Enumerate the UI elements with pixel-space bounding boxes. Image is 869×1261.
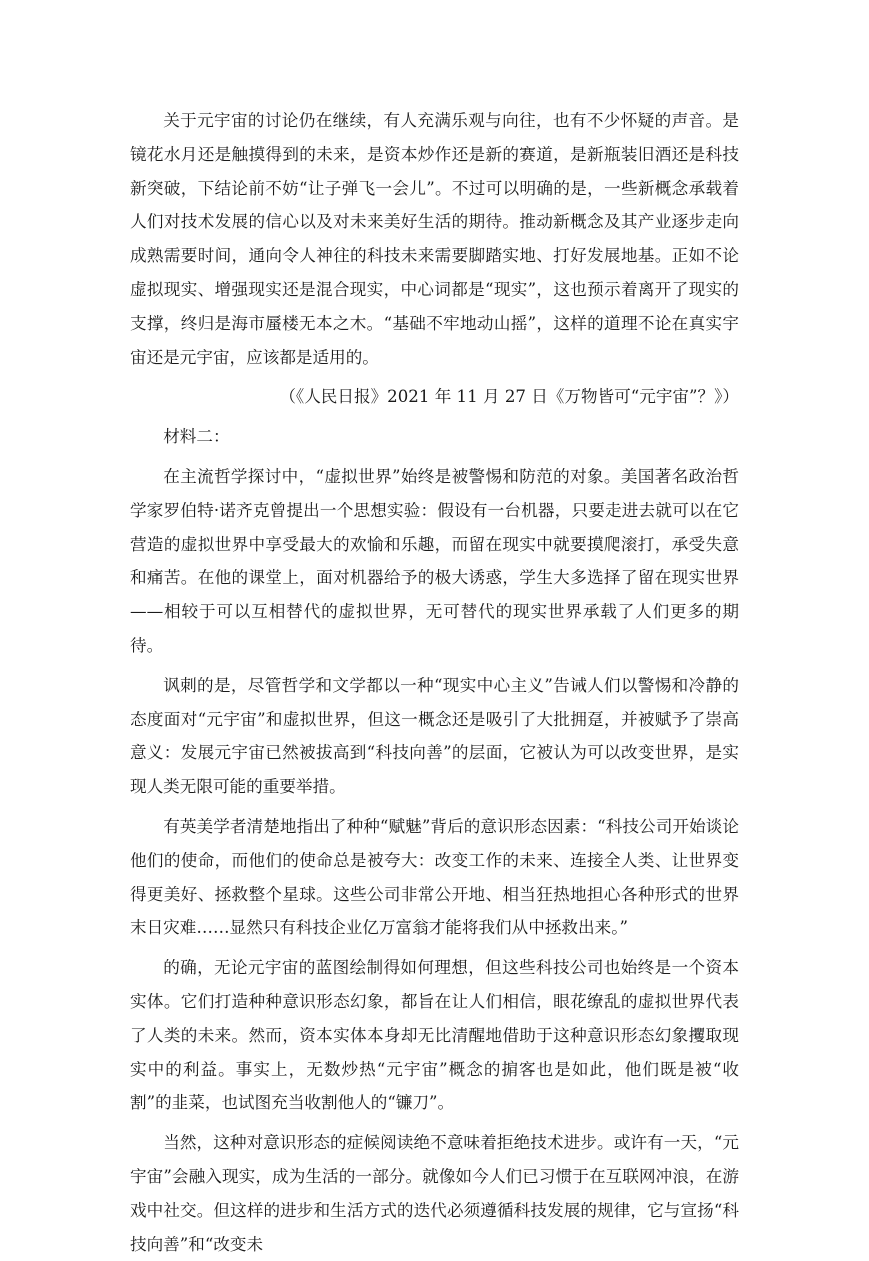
paragraph-technology-progress: 当然，这种对意识形态的症候阅读绝不意味着拒绝技术进步。或许有一天，“元宇宙”会融入现实，成为生活的一部分。就像如今人们已习惯于在互联网冲浪，在游戏中社交。但这样的进步和生活方式的迭代必须遵循科技发展的规律，它与宣扬“科技向善”和“改变未 [130,1133,739,1254]
paragraph-metaverse-discussion: 关于元宇宙的讨论仍在继续，有人充满乐观与向往，也有不少怀疑的声音。是镜花水月还是触摸得到的未来，是资本炒作还是新的赛道，是新瓶装旧酒还是科技新突破，下结论前不妨“让子弹飞一会儿”。不过可以明确的是，一些新概念承载着人们对技术发展的信心以及对未来美好生活的期待。推动新概念及其产业逐步走向成熟需要时间，通向令人神往的科技未来需要脚踏实地、打好发展地基。正如不论虚拟现实、增强现实还是混合现实，中心词都是“现实”，这也预示着离开了现实的支撑，终归是海市蜃楼无本之木。“基础不牢地动山摇”，这样的道理不论在真实宇宙还是元宇宙，应该都是适用的。 [130,111,739,367]
paragraph-virtual-world-philosophy: 在主流哲学探讨中，“虚拟世界”始终是被警惕和防范的对象。美国著名政治哲学家罗伯特·诺齐克曾提出一个思想实验：假设有一台机器，只要走进去就可以在它营造的虚拟世界中享受最大的欢愉和乐趣，而留在现实中就要摸爬滚打，承受失意和痛苦。在他的课堂上，面对机器给予的极大诱惑，学生大多选择了留在现实世界——相较于可以互相替代的虚拟世界，无可替代的现实世界承载了人们更多的期待。 [130,466,739,655]
paragraph-ideology-factors: 有英美学者清楚地指出了种种“赋魅”背后的意识形态因素：“科技公司开始谈论他们的使命，而他们的使命总是被夸大：改变工作的未来、连接全人类、让世界变得更美好、拯救整个星球。这些公司非常公开地、相当狂热地担心各种形式的世界末日灾难……显然只有科技企业亿万富翁才能将我们从中拯救出来。” [130,816,739,938]
source-citation: （《人民日报》2021 年 11 月 27 日《万物皆可“元宇宙”？》） [279,387,739,407]
paragraph-irony-reality-centrism: 讽刺的是，尽管哲学和文学都以一种“现实中心主义”告诫人们以警惕和冷静的态度面对“元宇宙”和虚拟世界，但这一概念还是吸引了大批拥趸，并被赋予了崇高意义：发展元宇宙已然被拔高到“科技向善”的层面，它被认为可以改变世界，是实现人类无限可能的重要举措。 [130,675,739,797]
document-page [130,104,739,1261]
paragraph-capital-entities: 的确，无论元宇宙的蓝图绘制得如何理想，但这些科技公司也始终是一个资本实体。它们打造种种意识形态幻象，都旨在让人们相信，眼花缭乱的虚拟世界代表了人类的未来。然而，资本实体本身却无比清醒地借助于这种意识形态幻象攫取现实中的利益。事实上，无数炒热“元宇宙”概念的掮客也是如此，他们既是被“收割”的韭菜，也试图充当收割他人的“镰刀”。 [130,958,739,1113]
material-two-heading: 材料二： [163,427,230,447]
